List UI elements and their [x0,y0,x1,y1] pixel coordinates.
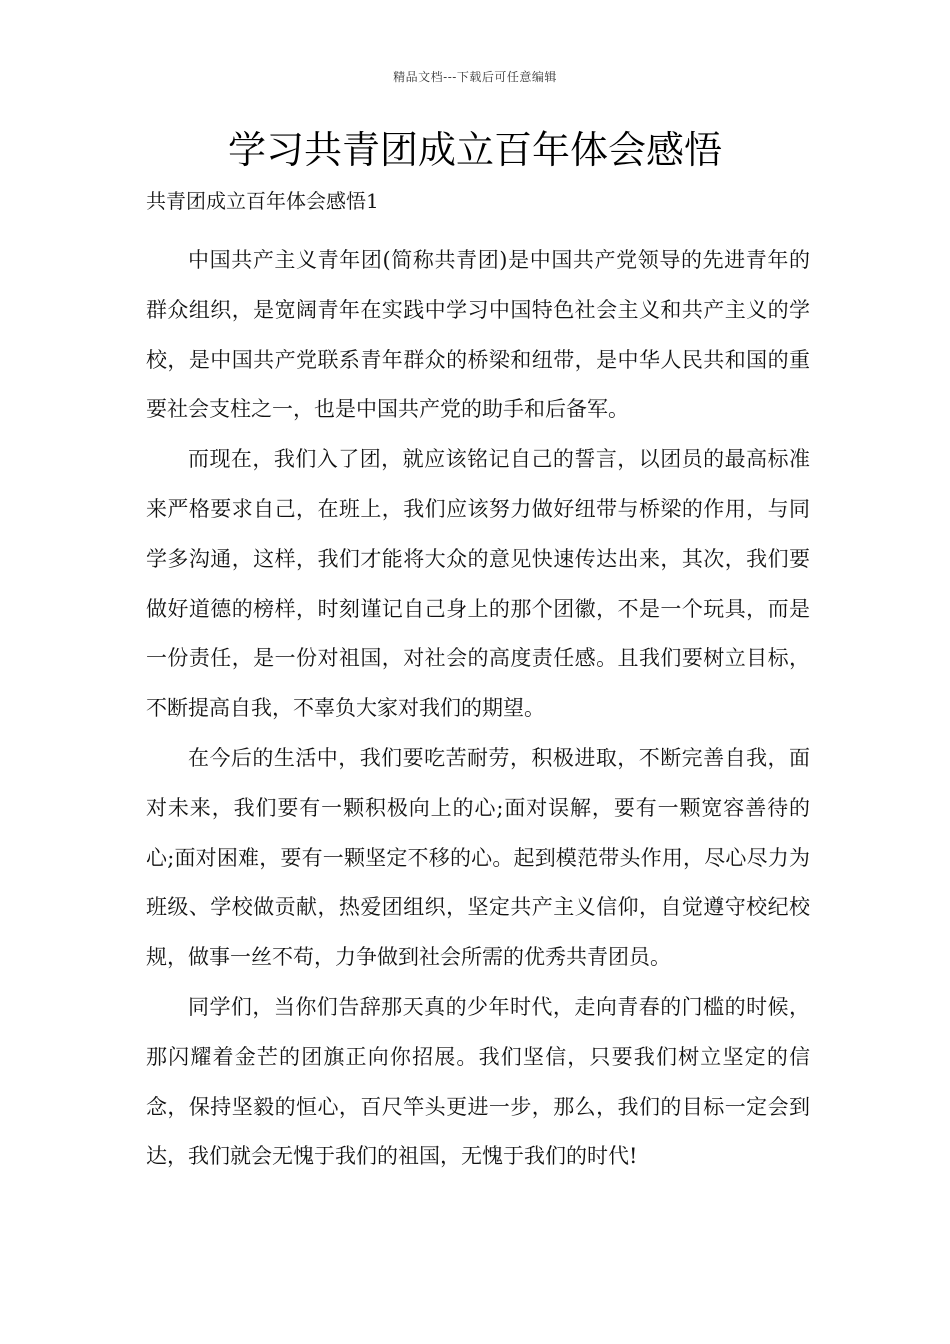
header-note: 精品文档---下载后可任意编辑 [393,70,557,84]
document-body [146,236,810,1182]
paragraph-1: 中国共产主义青年团(简称共青团)是中国共产党领导的先进青年的群众组织，是宽阔青年在实践中学习中国特色社会主义和共产主义的学校，是中国共产党联系青年群众的桥梁和纽带，是中华人民共和国的重要社会支柱之一，也是中国共产党的助手和后备军。 [146,248,810,422]
document-title: 学习共青团成立百年体会感悟 [227,128,722,172]
paragraph-4: 同学们，当你们告辞那天真的少年时代，走向青春的门槛的时候，那闪耀着金芒的团旗正向你招展。我们坚信，只要我们树立坚定的信念，保持坚毅的恒心，百尺竿头更进一步，那么，我们的目标一定会到达，我们就会无愧于我们的祖国，无愧于我们的时代! [146,994,810,1169]
document-subtitle: 共青团成立百年体会感悟1 [146,189,379,213]
paragraph-3: 在今后的生活中，我们要吃苦耐劳，积极进取，不断完善自我，面对未来，我们要有一颗积极向上的心;面对误解，要有一颗宽容善待的心;面对困难，要有一颗坚定不移的心。起到模范带头作用，尽心尽力为班级、学校做贡献，热爱团组织，坚定共产主义信仰，自觉遵守校纪校规，做事一丝不苟，力争做到社会所需的优秀共青团员。 [146,745,810,970]
paragraph-2: 而现在，我们入了团，就应该铭记自己的誓言，以团员的最高标准来严格要求自己，在班上，我们应该努力做好纽带与桥梁的作用，与同学多沟通，这样，我们才能将大众的意见快速传达出来，其次，我们要做好道德的榜样，时刻谨记自己身上的那个团徽，不是一个玩具，而是一份责任，是一份对祖国，对社会的高度责任感。且我们要树立目标，不断提高自我，不辜负大家对我们的期望。 [146,447,810,721]
